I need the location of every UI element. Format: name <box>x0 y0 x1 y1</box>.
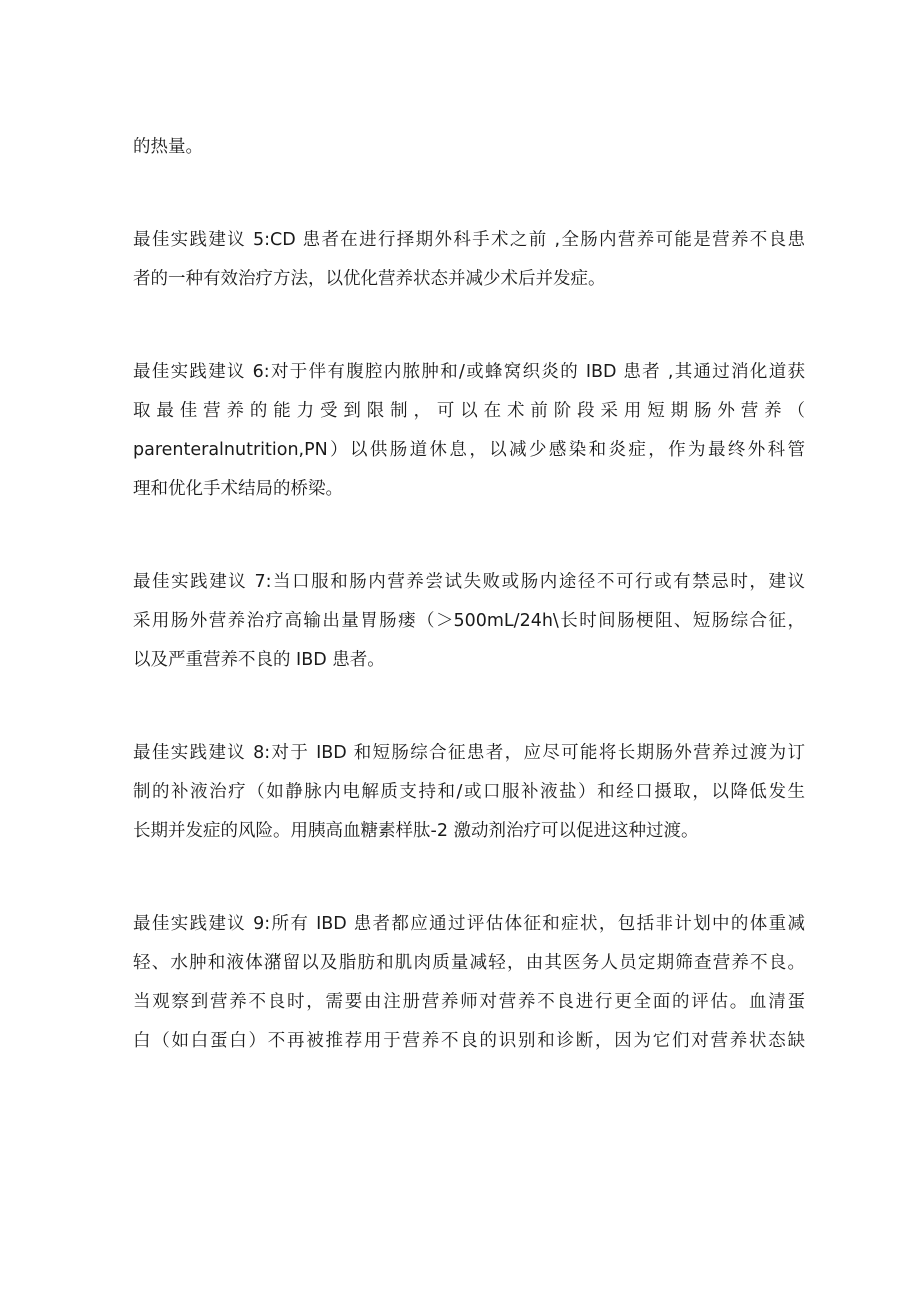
paragraph-recommendation-6 <box>133 353 805 509</box>
text-line: 最佳实践建议 8:对于 IBD 和短肠综合征患者，应尽可能将长期肠外营养过渡为订 <box>133 743 805 763</box>
text-line: parenteralnutrition,PN）以供肠道休息，以减少感染和炎症，作为最终外科管 <box>133 440 805 460</box>
text-line: 最佳实践建议 7:当口服和肠内营养尝试失败或肠内途径不可行或有禁忌时，建议 <box>133 572 805 592</box>
text-line: 的热量。 <box>133 137 203 157</box>
text-line: 采用肠外营养治疗高输出量胃肠瘘（＞500mL/24h\长时间肠梗阻、短肠综合征， <box>133 611 805 631</box>
text-line: 最佳实践建议 5:CD 患者在进行择期外科手术之前 ,全肠内营养可能是营养不良患 <box>133 230 805 250</box>
text-line: 理和优化手术结局的桥梁。 <box>133 479 343 499</box>
text-line: 最佳实践建议 6:对于伴有腹腔内脓肿和/或蜂窝织炎的 IBD 患者 ,其通过消化道获 <box>133 362 805 382</box>
text-line: 轻、水肿和液体潴留以及脂肪和肌肉质量减轻，由其医务人员定期筛查营养不良。 <box>133 953 805 973</box>
text-line: 者的一种有效治疗方法，以优化营养状态并减少术后并发症。 <box>133 269 606 289</box>
text-line: 制的补液治疗（如静脉内电解质支持和/或口服补液盐）和经口摄取，以降低发生 <box>133 782 805 802</box>
text-line: 长期并发症的风险。用胰高血糖素样肽-2 激动剂治疗可以促进这种过渡。 <box>133 821 699 841</box>
text-line: 最佳实践建议 9:所有 IBD 患者都应通过评估体征和症状，包括非计划中的体重减 <box>133 914 805 934</box>
paragraph-continuation <box>133 128 805 167</box>
paragraph-recommendation-5 <box>133 221 805 299</box>
document-body <box>133 128 805 1061</box>
text-line: 以及严重营养不良的 IBD 患者。 <box>133 650 385 670</box>
text-line: 取最佳营养的能力受到限制，可以在术前阶段采用短期肠外营养（ <box>133 401 805 421</box>
text-line: 当观察到营养不良时，需要由注册营养师对营养不良进行更全面的评估。血清蛋 <box>133 992 805 1012</box>
paragraph-recommendation-9 <box>133 905 805 1061</box>
paragraph-recommendation-7 <box>133 563 805 680</box>
text-line: 白（如白蛋白）不再被推荐用于营养不良的识别和诊断，因为它们对营养状态缺 <box>133 1031 805 1051</box>
paragraph-recommendation-8 <box>133 734 805 851</box>
